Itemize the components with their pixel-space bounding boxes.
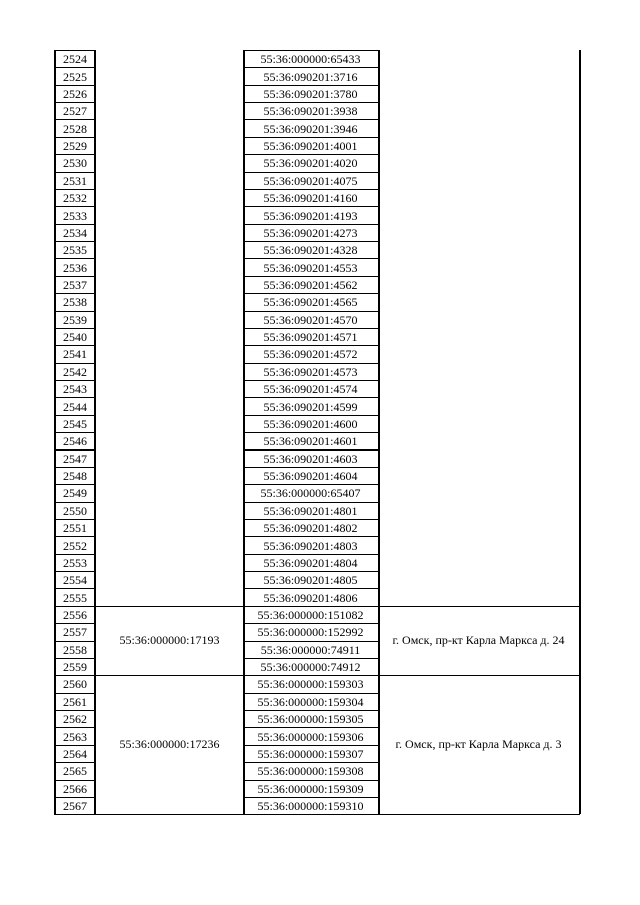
cadastral-number: 55:36:000000:152992 [243, 623, 378, 641]
cadastral-number: 55:36:090201:4160 [243, 189, 378, 207]
cadastral-number: 55:36:090201:4273 [243, 224, 378, 242]
row-number: 2546 [54, 432, 96, 450]
cadastral-number: 55:36:090201:4571 [243, 328, 378, 346]
cadastral-number: 55:36:090201:4804 [243, 554, 378, 572]
row-number: 2555 [54, 588, 96, 606]
cadastral-number: 55:36:090201:3946 [243, 119, 378, 137]
cadastral-number: 55:36:090201:4604 [243, 467, 378, 485]
cadastral-number: 55:36:090201:4573 [243, 363, 378, 381]
cadastral-number: 55:36:090201:4572 [243, 345, 378, 363]
row-number: 2566 [54, 780, 96, 798]
row-number: 2541 [54, 345, 96, 363]
building-cadastral-number: 55:36:000000:17193 [119, 633, 220, 648]
cadastral-number: 55:36:000000:159309 [243, 780, 378, 798]
row-number: 2527 [54, 102, 96, 120]
row-number: 2567 [54, 797, 96, 815]
row-number: 2564 [54, 745, 96, 763]
row-number: 2560 [54, 675, 96, 693]
cadastral-number: 55:36:090201:4601 [243, 432, 378, 450]
address-right-border [579, 50, 581, 814]
row-number: 2538 [54, 293, 96, 311]
row-number: 2552 [54, 536, 96, 554]
row-number: 2563 [54, 727, 96, 745]
cadastral-number: 55:36:090201:4075 [243, 172, 378, 190]
cadastral-number: 55:36:090201:4803 [243, 536, 378, 554]
row-number: 2558 [54, 641, 96, 659]
cadastral-number: 55:36:000000:159308 [243, 762, 378, 780]
row-number: 2535 [54, 241, 96, 259]
building-cadastral-number: 55:36:000000:17236 [119, 737, 220, 752]
cadastral-number: 55:36:090201:4603 [243, 450, 378, 468]
row-number: 2559 [54, 658, 96, 676]
cadastral-number: 55:36:000000:159307 [243, 745, 378, 763]
row-number: 2534 [54, 224, 96, 242]
row-number: 2532 [54, 189, 96, 207]
cadastral-number: 55:36:000000:74912 [243, 658, 378, 676]
row-number: 2539 [54, 311, 96, 329]
building-address: г. Омск, пр-кт Карла Маркса д. 24 [392, 633, 565, 648]
cadastral-number: 55:36:090201:3780 [243, 85, 378, 103]
cadastral-number: 55:36:090201:4020 [243, 154, 378, 172]
row-number: 2530 [54, 154, 96, 172]
cadastral-number: 55:36:090201:4001 [243, 137, 378, 155]
row-number: 2531 [54, 172, 96, 190]
cadastral-number: 55:36:090201:3938 [243, 102, 378, 120]
row-number: 2553 [54, 554, 96, 572]
cadastral-number: 55:36:090201:4806 [243, 588, 378, 606]
cadastral-left-border [243, 50, 245, 814]
row-number: 2554 [54, 571, 96, 589]
cadastral-number: 55:36:090201:4565 [243, 293, 378, 311]
row-number: 2536 [54, 258, 96, 276]
cadastral-number: 55:36:000000:159303 [243, 675, 378, 693]
row-number: 2545 [54, 415, 96, 433]
cadastral-number: 55:36:090201:3716 [243, 67, 378, 85]
row-number: 2550 [54, 502, 96, 520]
row-number: 2565 [54, 762, 96, 780]
cadastral-number: 55:36:090201:4805 [243, 571, 378, 589]
cadastral-number: 55:36:090201:4328 [243, 241, 378, 259]
row-number: 2557 [54, 623, 96, 641]
row-number: 2528 [54, 119, 96, 137]
row-number: 2548 [54, 467, 96, 485]
group-bottom-border [96, 814, 580, 815]
cadastral-number: 55:36:000000:74911 [243, 641, 378, 659]
cadastral-number: 55:36:090201:4802 [243, 519, 378, 537]
row-number: 2537 [54, 276, 96, 294]
row-number: 2526 [54, 85, 96, 103]
row-number: 2562 [54, 710, 96, 728]
row-number: 2549 [54, 484, 96, 502]
cadastral-number: 55:36:090201:4193 [243, 206, 378, 224]
cadastral-number: 55:36:000000:159304 [243, 693, 378, 711]
cadastral-number: 55:36:090201:4599 [243, 397, 378, 415]
cadastral-number: 55:36:090201:4553 [243, 258, 378, 276]
row-number: 2561 [54, 693, 96, 711]
cadastral-number: 55:36:000000:65407 [243, 484, 378, 502]
row-number: 2524 [54, 50, 96, 68]
cadastral-number: 55:36:090201:4562 [243, 276, 378, 294]
cadastral-number: 55:36:090201:4570 [243, 311, 378, 329]
cadastral-number: 55:36:090201:4600 [243, 415, 378, 433]
row-number: 2525 [54, 67, 96, 85]
row-number: 2547 [54, 450, 96, 468]
row-number: 2544 [54, 397, 96, 415]
cadastral-number: 55:36:090201:4801 [243, 502, 378, 520]
cadastral-number: 55:36:090201:4574 [243, 380, 378, 398]
cadastral-number: 55:36:000000:159306 [243, 727, 378, 745]
row-number: 2540 [54, 328, 96, 346]
cadastral-number: 55:36:000000:159305 [243, 710, 378, 728]
row-number: 2551 [54, 519, 96, 537]
cadastral-number: 55:36:000000:151082 [243, 606, 378, 624]
row-number: 2556 [54, 606, 96, 624]
row-number: 2542 [54, 363, 96, 381]
cadastral-number: 55:36:000000:159310 [243, 797, 378, 815]
row-number: 2529 [54, 137, 96, 155]
row-number: 2543 [54, 380, 96, 398]
cadastral-number: 55:36:000000:65433 [243, 50, 378, 68]
building-address: г. Омск, пр-кт Карла Маркса д. 3 [395, 737, 562, 752]
row-number: 2533 [54, 206, 96, 224]
